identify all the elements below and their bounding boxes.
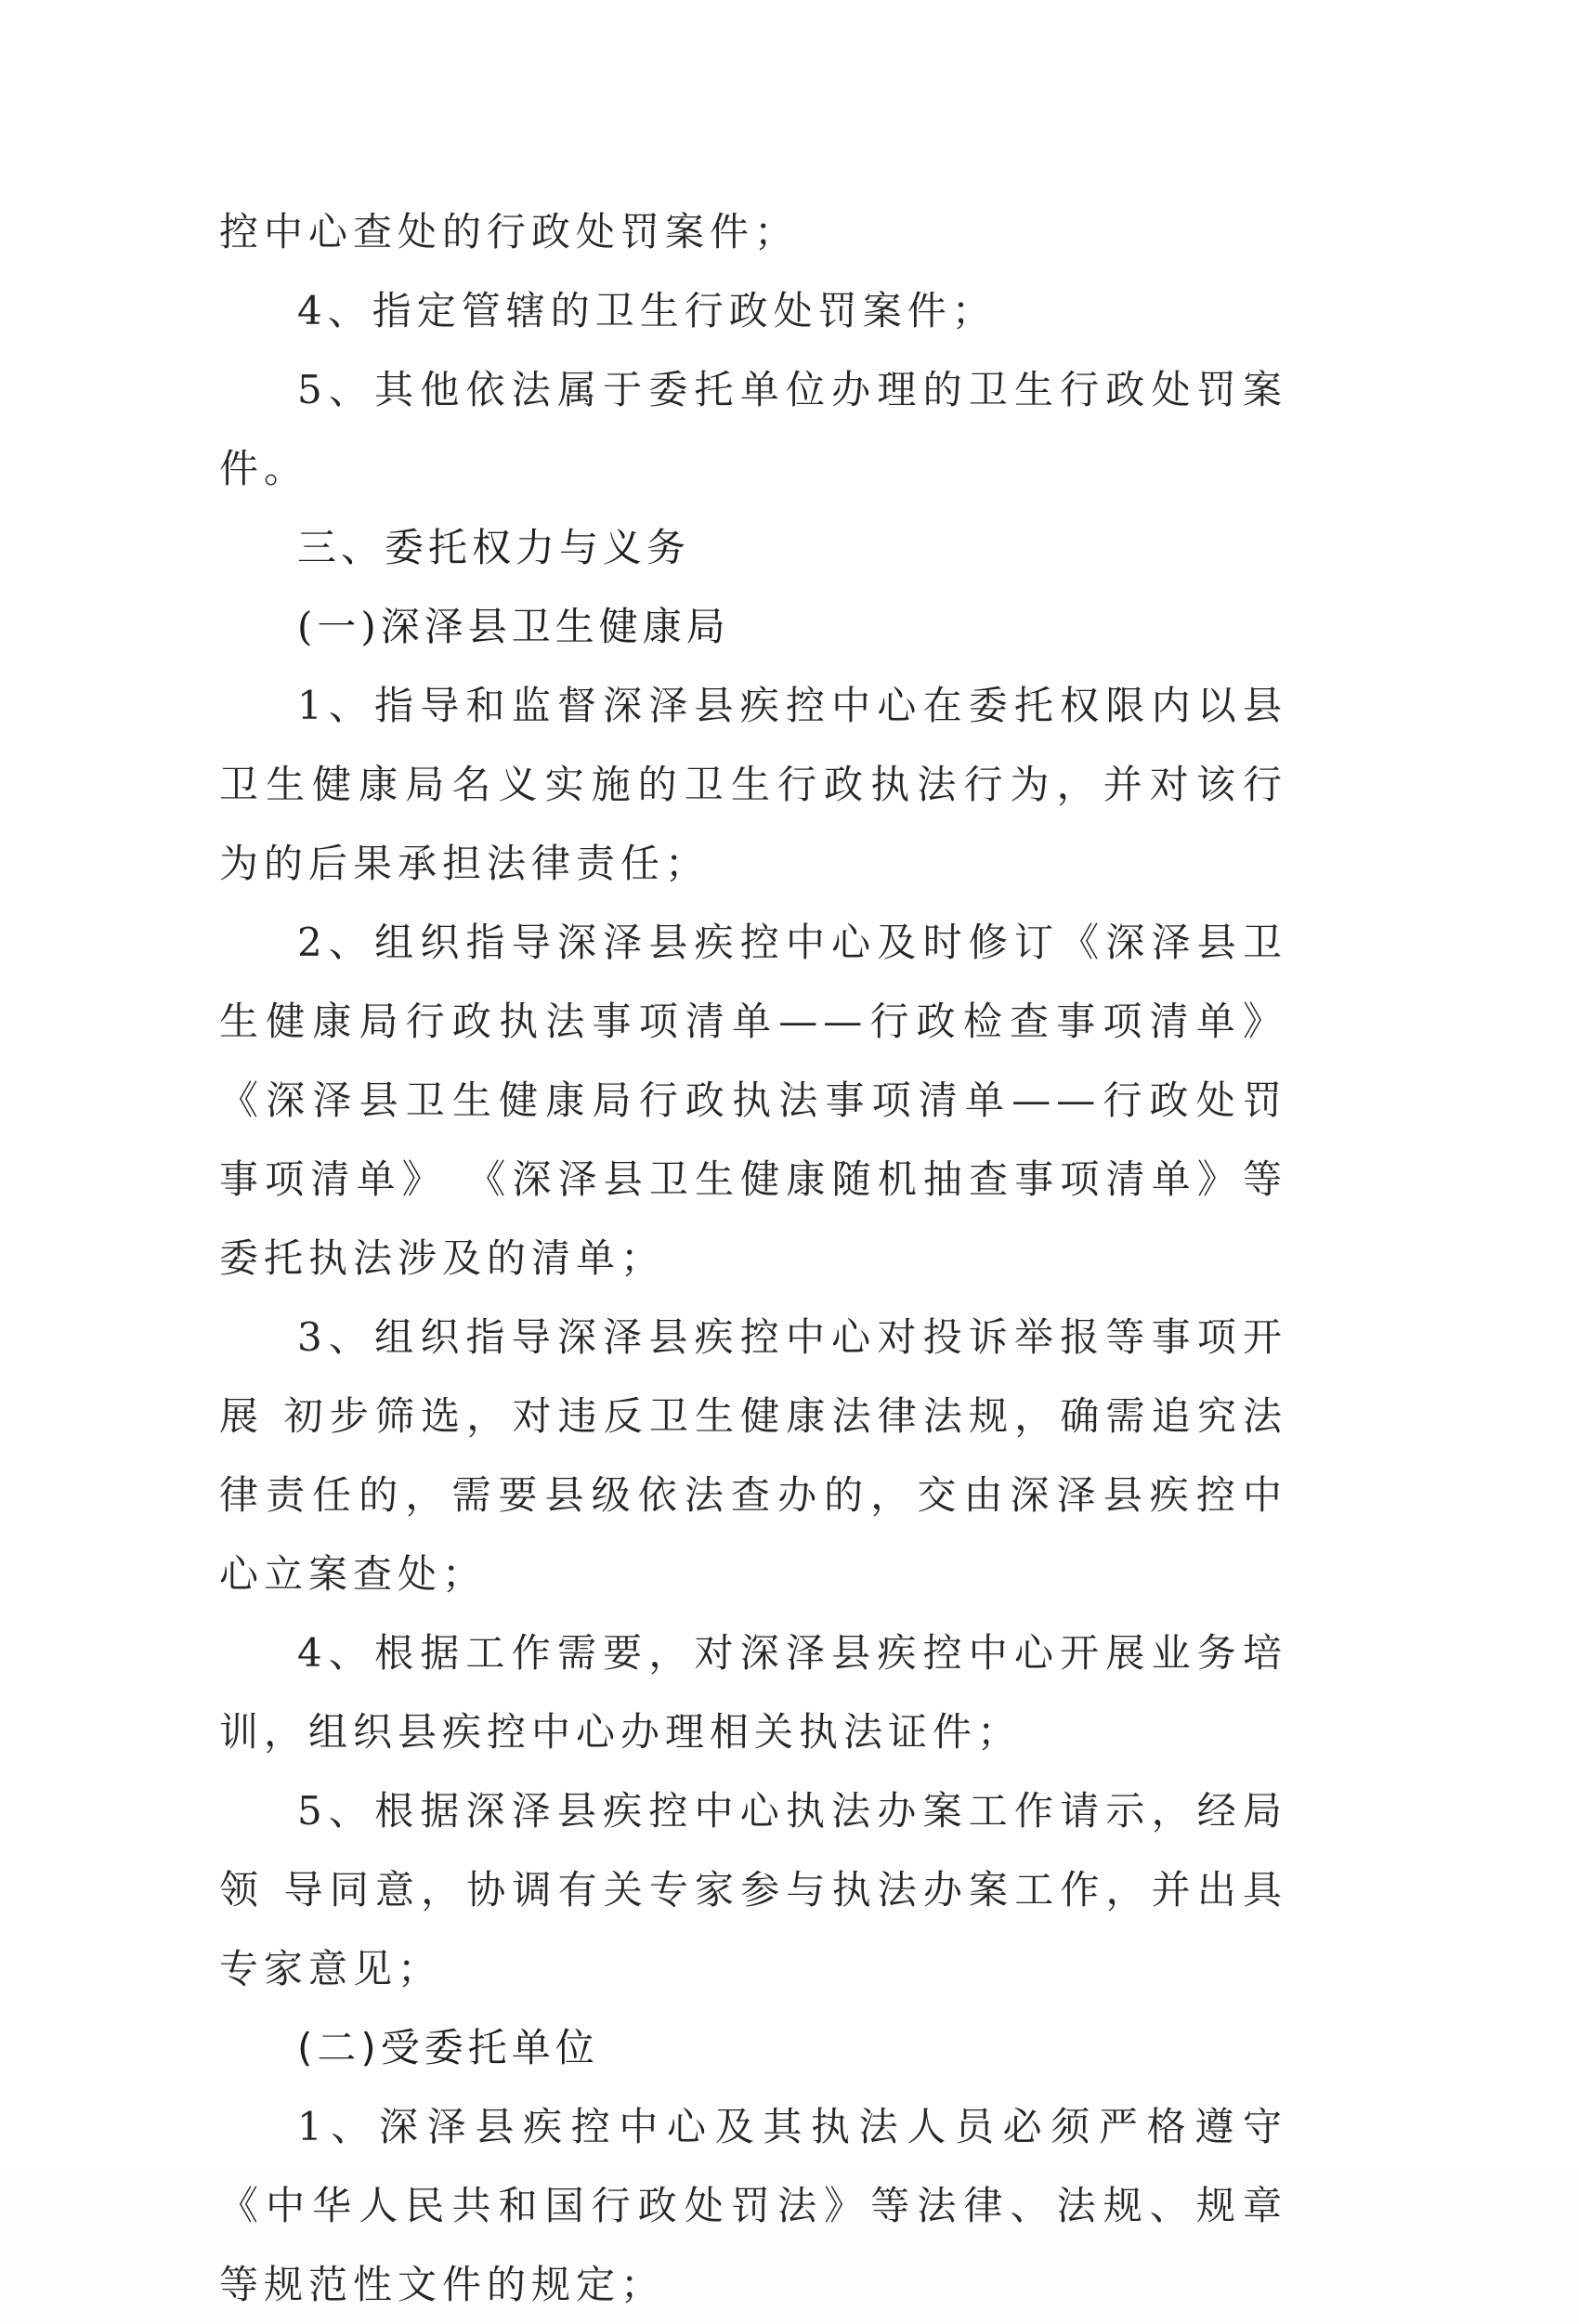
- paragraph-duty-3: 3、组织指导深泽县疾控中心对投诉举报等事项开展 初步筛选，对违反卫生健康法律法规，确需追究法律责任的，需要县级依法查办的，交由深泽县疾控中心立案查处；: [219, 1314, 1287, 1597]
- paragraph-duty-2: 2、组织指导深泽县疾控中心及时修订《深泽县卫生健康局行政执法事项清单——行政检查事项清单》《深泽县卫生健康局行政执法事项清单——行政处罚事项清单》 《深泽县卫生健康随机抽查事项清单》等委托执法涉及的清单；: [219, 920, 1287, 1281]
- paragraph-item-4: 4、指定管辖的卫生行政处罚案件；: [297, 288, 997, 333]
- paragraph-obligation-1: 1、深泽县疾控中心及其执法人员必须严格遵守《中华人民共和国行政处罚法》等法律、法规、规章等规范性文件的规定；: [219, 2104, 1287, 2307]
- paragraph-duty-5: 5、根据深泽县疾控中心执法办案工作请示，经局领 导同意，协调有关专家参与执法办案工作，并出具专家意见；: [219, 1788, 1287, 1991]
- paragraph-duty-4: 4、根据工作需要，对深泽县疾控中心开展业务培训，组织县疾控中心办理相关执法证件；: [219, 1630, 1287, 1755]
- paragraph-item-5: 5、其他依法属于委托单位办理的卫生行政处罚案件。: [219, 367, 1287, 491]
- section-heading: 三、委托权力与义务: [297, 525, 691, 570]
- document-body: [219, 192, 1287, 2324]
- paragraph-duty-1: 1、指导和监督深泽县疾控中心在委托权限内以县卫生健康局名义实施的卫生行政执法行为，并对该行为的后果承担法律责任；: [219, 683, 1287, 886]
- subsection-heading-2: (二)受委托单位: [297, 2025, 599, 2070]
- subsection-heading-1: (一)深泽县卫生健康局: [297, 604, 730, 649]
- paragraph-continuation: 控中心查处的行政处罚案件；: [219, 209, 800, 255]
